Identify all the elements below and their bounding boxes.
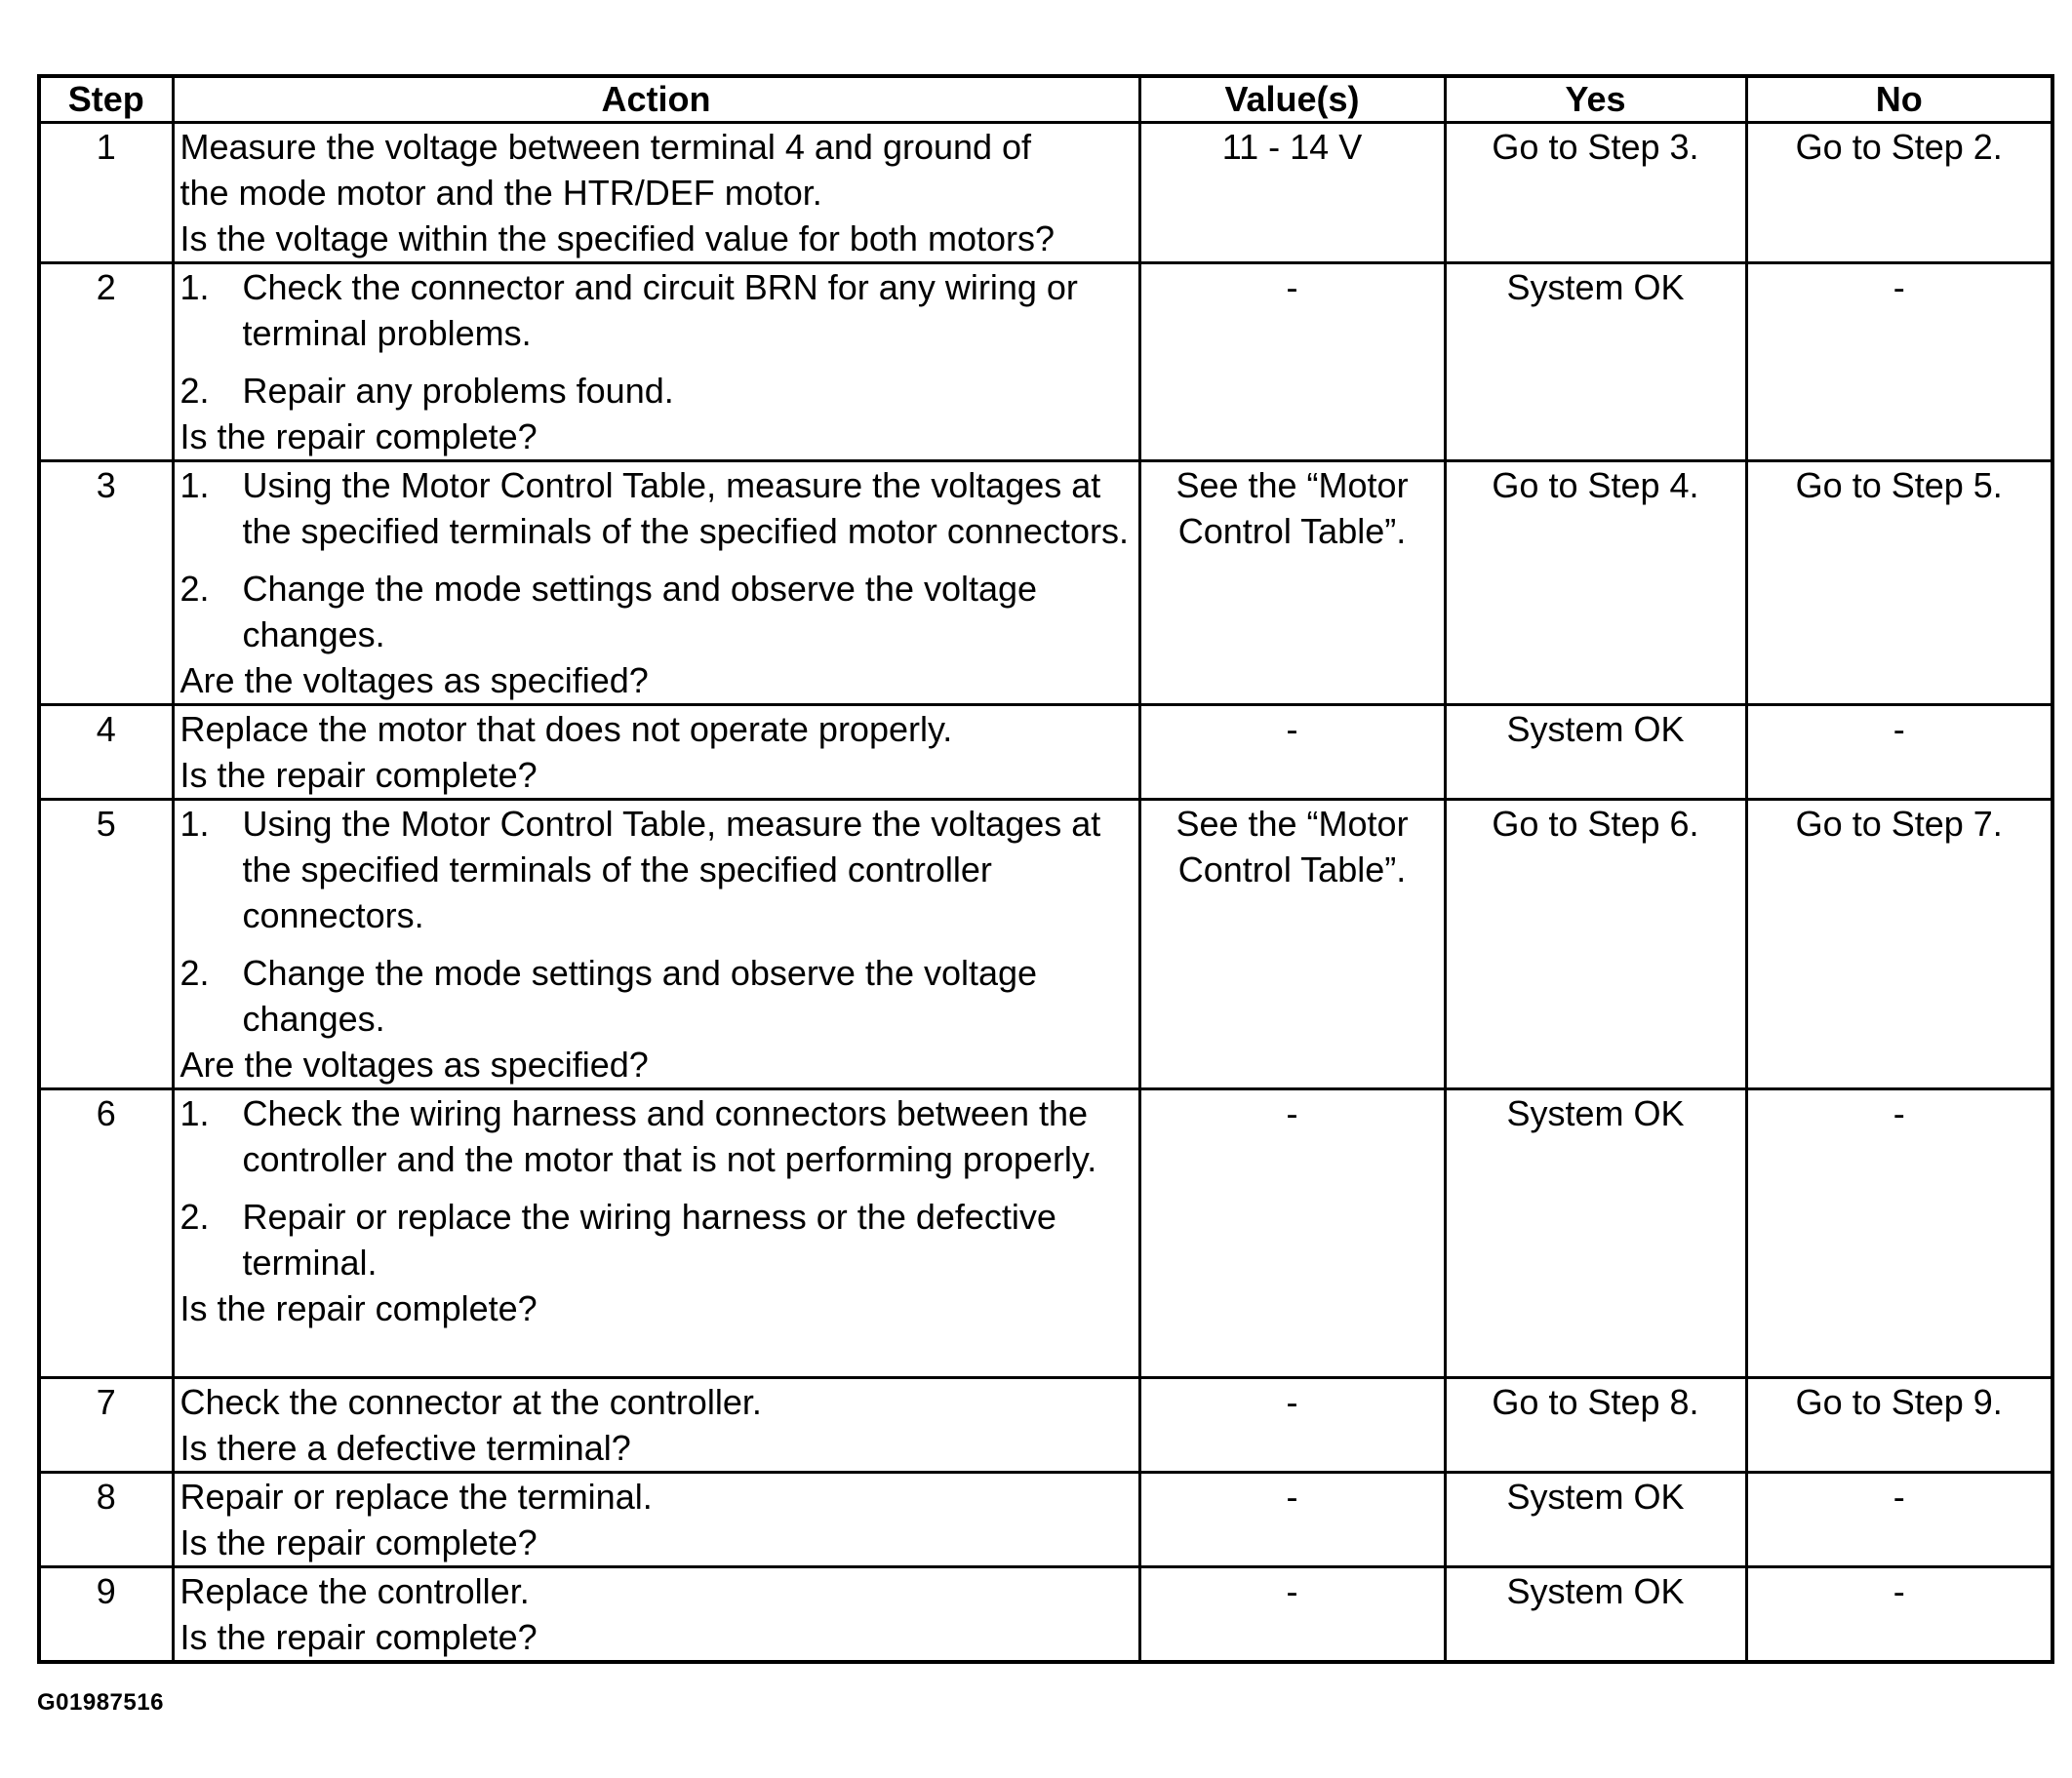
action-question: Is the voltage within the specified value for both motors? bbox=[179, 218, 1056, 258]
table-row bbox=[39, 705, 2052, 800]
cell-yes: Go to Step 8. bbox=[1445, 1378, 1746, 1473]
cell-yes: Go to Step 4. bbox=[1445, 461, 1746, 705]
cell-yes: System OK bbox=[1445, 705, 1746, 800]
action-line: Repair or replace the terminal. bbox=[179, 1477, 653, 1517]
cell-step: 7 bbox=[39, 1378, 173, 1473]
action-substep bbox=[180, 264, 1131, 356]
substep-number: 2. bbox=[179, 1197, 210, 1237]
table-row bbox=[39, 1089, 2052, 1378]
cell-action bbox=[173, 1473, 1139, 1567]
cell-action bbox=[173, 123, 1139, 263]
action-substep bbox=[180, 1090, 1131, 1182]
action-question: Is the repair complete? bbox=[179, 1288, 538, 1328]
cell-yes: System OK bbox=[1445, 1089, 1746, 1378]
cell-step: 4 bbox=[39, 705, 173, 800]
substep-number: 1. bbox=[179, 267, 210, 307]
cell-no: Go to Step 7. bbox=[1746, 800, 2052, 1089]
action-line: Replace the motor that does not operate properly. bbox=[179, 709, 953, 749]
action-question: Are the voltages as specified? bbox=[179, 1045, 649, 1085]
table-row bbox=[39, 263, 2052, 461]
table-body bbox=[39, 123, 2052, 1663]
substep-number: 1. bbox=[179, 465, 210, 505]
action-question: Are the voltages as specified? bbox=[179, 660, 649, 700]
table-row bbox=[39, 800, 2052, 1089]
cell-step: 1 bbox=[39, 123, 173, 263]
cell-no: Go to Step 9. bbox=[1746, 1378, 2052, 1473]
header-action: Action bbox=[173, 76, 1139, 123]
substep-number: 2. bbox=[179, 371, 210, 411]
cell-action bbox=[173, 800, 1139, 1089]
substep-text: Change the mode settings and observe the voltage changes. bbox=[242, 569, 1038, 654]
cell-values: - bbox=[1139, 1089, 1445, 1378]
table-row bbox=[39, 1567, 2052, 1663]
cell-yes: System OK bbox=[1445, 1473, 1746, 1567]
action-question: Is the repair complete? bbox=[179, 416, 538, 456]
cell-action bbox=[173, 705, 1139, 800]
cell-step: 9 bbox=[39, 1567, 173, 1663]
table-row bbox=[39, 461, 2052, 705]
action-substep bbox=[180, 462, 1131, 554]
action-substep bbox=[180, 566, 1131, 657]
table-row bbox=[39, 1378, 2052, 1473]
cell-step: 5 bbox=[39, 800, 173, 1089]
action-substep bbox=[180, 801, 1131, 938]
cell-no: - bbox=[1746, 1089, 2052, 1378]
action-line: Measure the voltage between terminal 4 and ground of bbox=[179, 127, 1032, 167]
action-substep bbox=[180, 368, 1131, 414]
table-row bbox=[39, 123, 2052, 263]
action-question: Is there a defective terminal? bbox=[179, 1428, 631, 1468]
cell-no: - bbox=[1746, 705, 2052, 800]
action-substep bbox=[180, 1194, 1131, 1285]
cell-values: - bbox=[1139, 1567, 1445, 1663]
substep-text: Check the wiring harness and connectors between the controller and the motor that is not performing properly. bbox=[242, 1093, 1097, 1179]
cell-values: See the “Motor Control Table”. bbox=[1139, 461, 1445, 705]
cell-values: - bbox=[1139, 1473, 1445, 1567]
cell-yes: Go to Step 6. bbox=[1445, 800, 1746, 1089]
action-line: Check the connector at the controller. bbox=[179, 1382, 762, 1422]
substep-number: 2. bbox=[179, 569, 210, 609]
cell-yes: Go to Step 3. bbox=[1445, 123, 1746, 263]
header-yes: Yes bbox=[1445, 76, 1746, 123]
substep-text: Repair any problems found. bbox=[242, 371, 674, 411]
cell-step: 6 bbox=[39, 1089, 173, 1378]
substep-text: Check the connector and circuit BRN for any wiring or terminal problems. bbox=[242, 267, 1078, 353]
action-question: Is the repair complete? bbox=[179, 1522, 538, 1562]
header-values: Value(s) bbox=[1139, 76, 1445, 123]
substep-number: 1. bbox=[179, 1093, 210, 1133]
figure-id: G01987516 bbox=[37, 1689, 164, 1716]
table-row bbox=[39, 1473, 2052, 1567]
cell-action bbox=[173, 1378, 1139, 1473]
cell-no: - bbox=[1746, 1473, 2052, 1567]
cell-step: 3 bbox=[39, 461, 173, 705]
cell-no: - bbox=[1746, 1567, 2052, 1663]
substep-text: Repair or replace the wiring harness or the defective terminal. bbox=[242, 1197, 1056, 1283]
action-line: Replace the controller. bbox=[179, 1571, 530, 1611]
substep-number: 1. bbox=[179, 804, 210, 844]
cell-no: Go to Step 2. bbox=[1746, 123, 2052, 263]
cell-values: 11 - 14 V bbox=[1139, 123, 1445, 263]
substep-number: 2. bbox=[179, 953, 210, 993]
action-substep bbox=[180, 950, 1131, 1042]
cell-step: 8 bbox=[39, 1473, 173, 1567]
action-question: Is the repair complete? bbox=[179, 755, 538, 795]
cell-no: - bbox=[1746, 263, 2052, 461]
header-no: No bbox=[1746, 76, 2052, 123]
cell-yes: System OK bbox=[1445, 1567, 1746, 1663]
cell-no: Go to Step 5. bbox=[1746, 461, 2052, 705]
cell-action bbox=[173, 1089, 1139, 1378]
action-question: Is the repair complete? bbox=[179, 1617, 538, 1657]
action-line: the mode motor and the HTR/DEF motor. bbox=[179, 173, 822, 213]
substep-text: Using the Motor Control Table, measure the voltages at the specified terminals of the specified controller connectors. bbox=[242, 804, 1101, 935]
cell-values: See the “Motor Control Table”. bbox=[1139, 800, 1445, 1089]
table-header-row bbox=[39, 76, 2052, 123]
substep-text: Using the Motor Control Table, measure the voltages at the specified terminals of the specified motor connectors. bbox=[242, 465, 1129, 551]
cell-values: - bbox=[1139, 1378, 1445, 1473]
diagnostic-table bbox=[37, 74, 2054, 1664]
cell-action bbox=[173, 1567, 1139, 1663]
cell-action bbox=[173, 461, 1139, 705]
cell-yes: System OK bbox=[1445, 263, 1746, 461]
header-step: Step bbox=[39, 76, 173, 123]
cell-values: - bbox=[1139, 263, 1445, 461]
cell-step: 2 bbox=[39, 263, 173, 461]
substep-text: Change the mode settings and observe the voltage changes. bbox=[242, 953, 1038, 1039]
cell-action bbox=[173, 263, 1139, 461]
cell-values: - bbox=[1139, 705, 1445, 800]
